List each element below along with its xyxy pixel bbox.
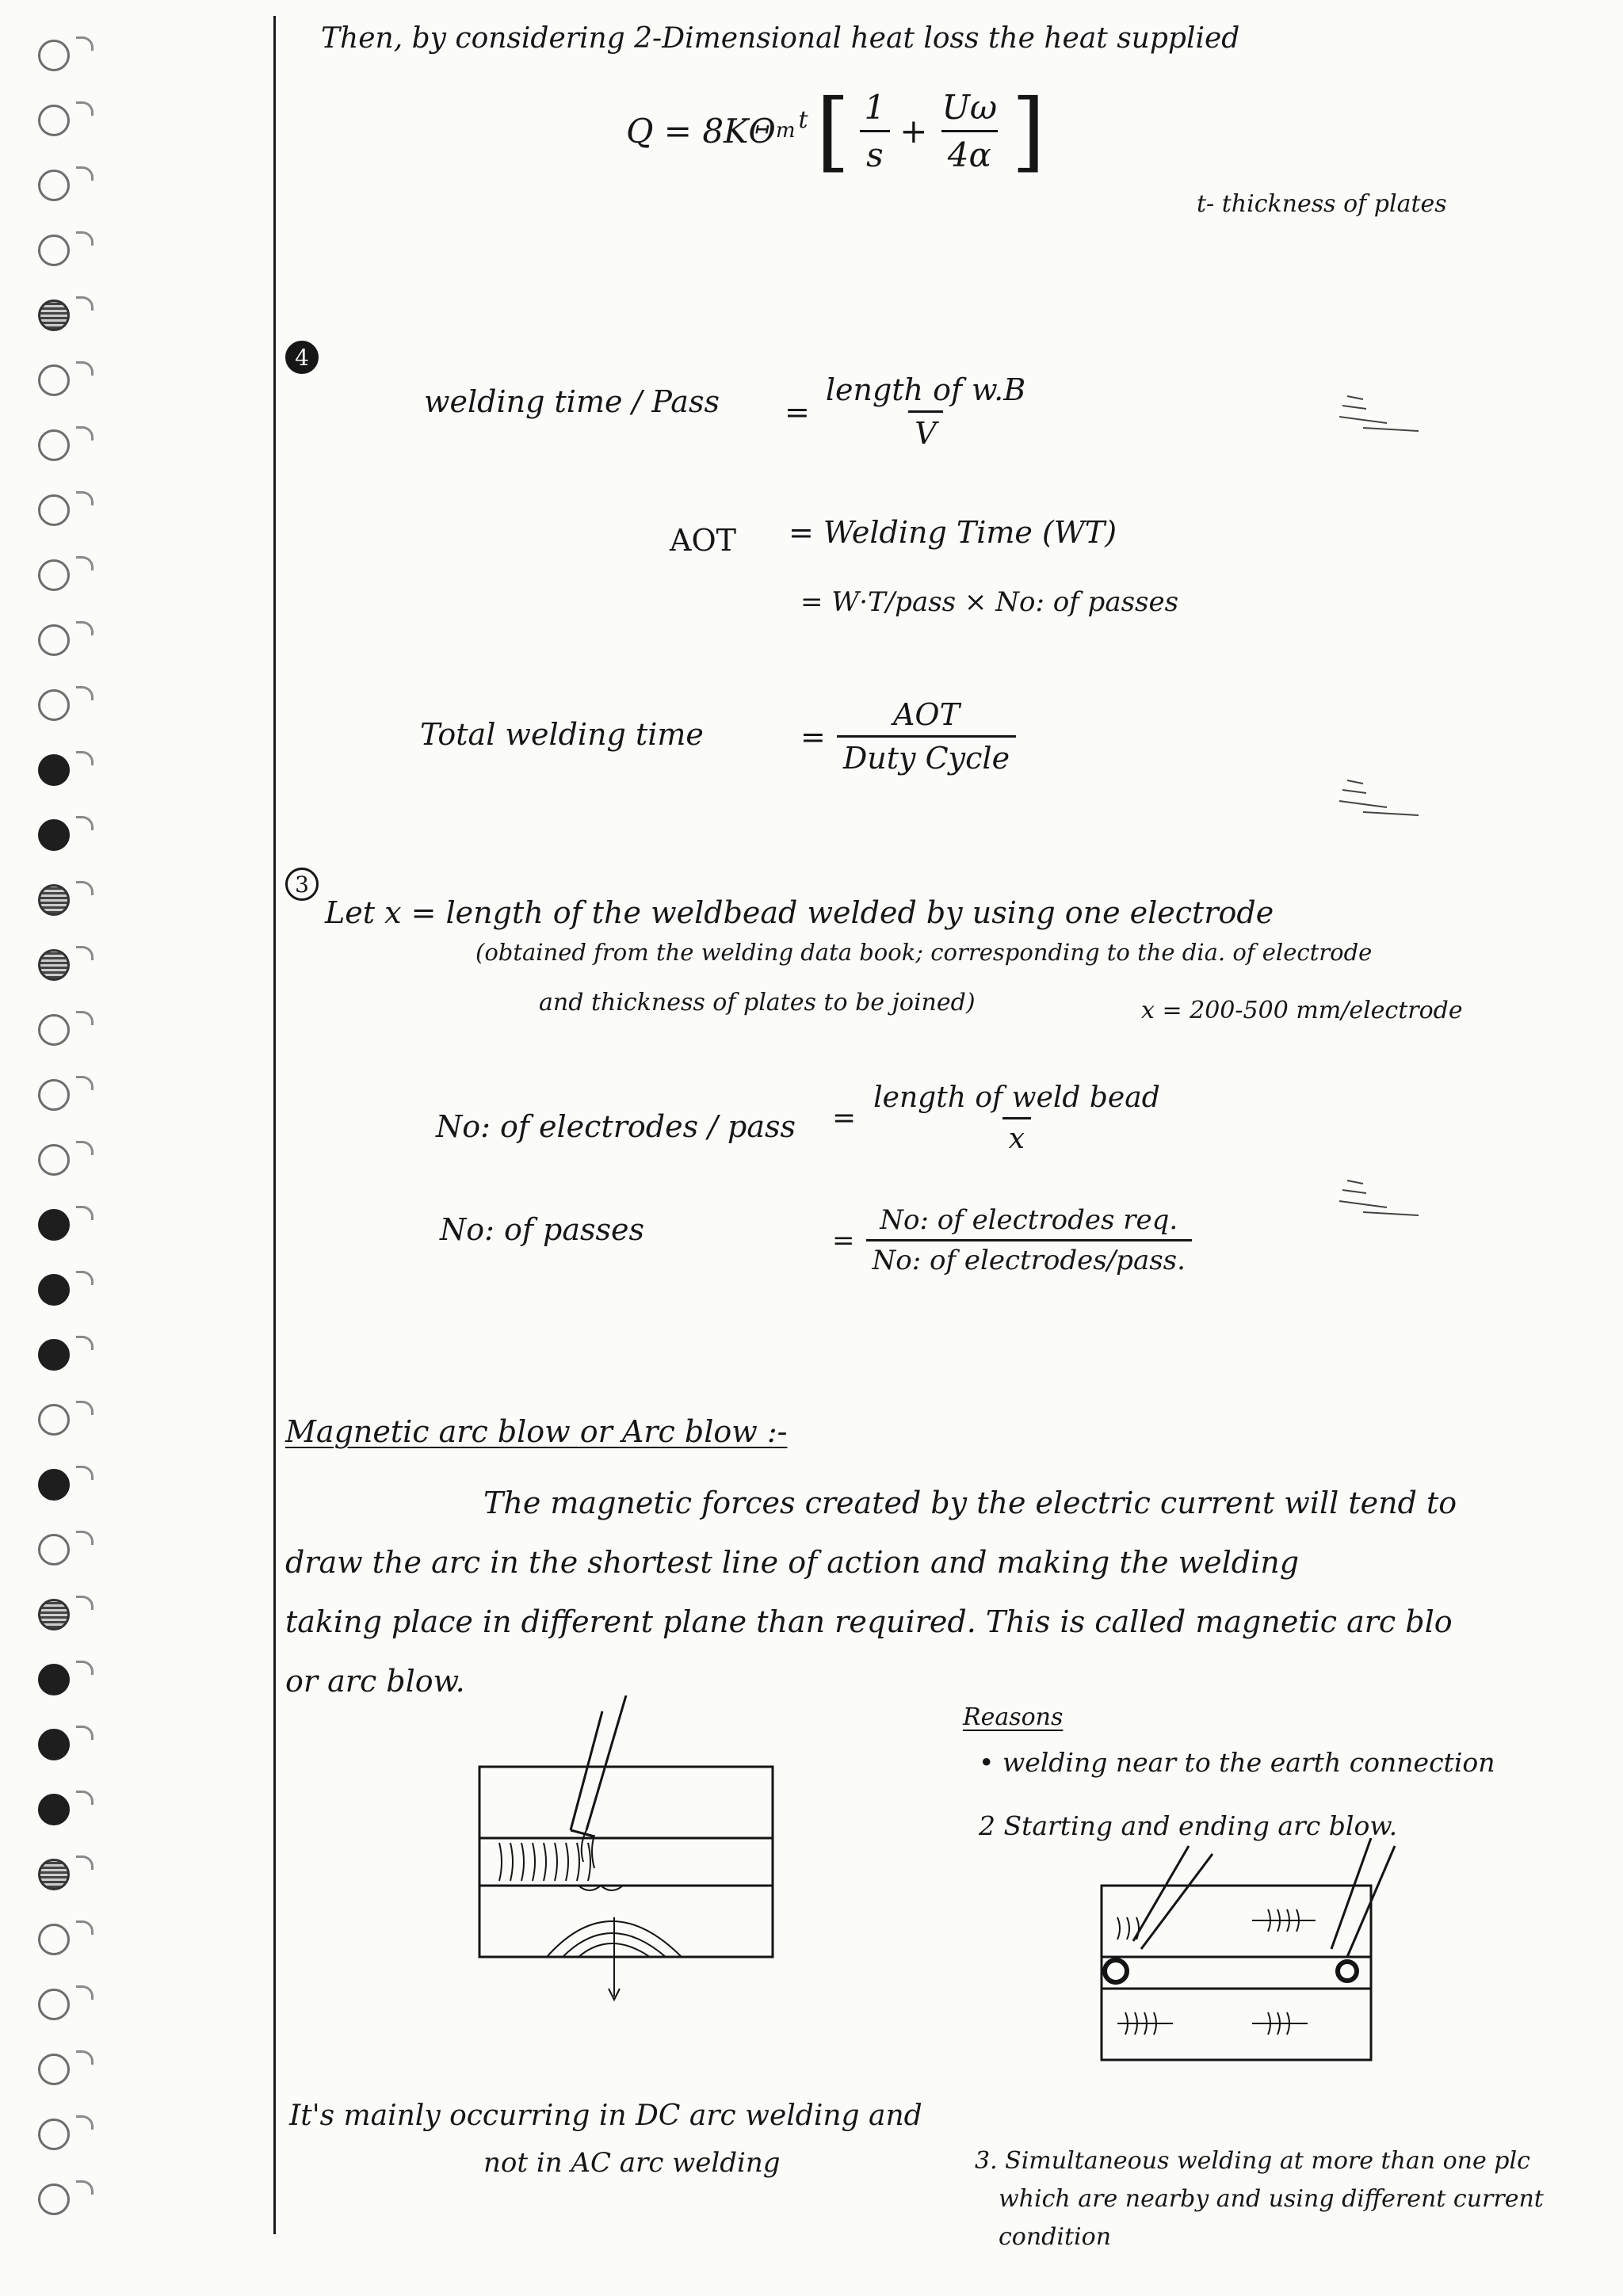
binding-hook <box>76 751 94 765</box>
binding-ring <box>38 494 70 526</box>
binding-hook <box>76 1401 94 1415</box>
binding-hook <box>76 231 94 246</box>
binding-hook <box>76 1726 94 1740</box>
binding-ring <box>38 884 70 916</box>
epp-denominator: x <box>1002 1117 1031 1155</box>
reason-3-line-3: condition <box>999 2223 1112 2251</box>
binding-hook <box>76 2050 94 2065</box>
electrodes-per-pass-label: No: of electrodes / pass <box>436 1109 796 1144</box>
binding-ring <box>38 429 70 461</box>
binding-ring <box>38 364 70 396</box>
binding-hook <box>76 621 94 635</box>
binding-ring <box>38 1664 70 1695</box>
binding-hook <box>76 1206 94 1220</box>
binding-ring <box>38 559 70 591</box>
binding-hook <box>76 686 94 700</box>
obtained-line-2: and thickness of plates to be joined) <box>539 989 976 1016</box>
reasons-title: Reasons <box>963 1703 1064 1731</box>
binding-ring <box>38 1079 70 1111</box>
binding-hook <box>76 1271 94 1285</box>
binding-hook <box>76 1336 94 1350</box>
binding-ring <box>38 1534 70 1566</box>
paragraph-line-4: or arc blow. <box>285 1664 465 1699</box>
binding-ring <box>38 1859 70 1890</box>
total-denominator: Duty Cycle <box>837 735 1016 776</box>
reason-3-line-1: 3. Simultaneous welding at more than one plc <box>975 2147 1530 2175</box>
dc-line-1: It's mainly occurring in DC arc welding and <box>289 2100 922 2132</box>
binding-ring <box>38 2183 70 2215</box>
wt-numerator: length of w.B <box>825 372 1026 407</box>
binding-hook <box>76 1141 94 1155</box>
binding-ring <box>38 235 70 266</box>
scribble-mark <box>1339 388 1426 436</box>
heat-equation: Q = 8KΘ m t [ $\frac{1}{s}$ + $\frac{U\omega}{4\alpha}$ ] <box>626 80 1046 181</box>
reason-3-line-2: which are nearby and using different current <box>999 2185 1544 2213</box>
binding-ring <box>38 40 70 71</box>
fraction-2: $\frac{U\omega}{4\alpha}$ <box>941 87 998 174</box>
aot-eq-2: = W·T/pass × No: of passes <box>800 586 1179 618</box>
passes-denominator: No: of electrodes/pass. <box>866 1239 1192 1276</box>
section-3-marker: 3 <box>285 868 319 901</box>
binding-ring <box>38 689 70 721</box>
let-line: Let x = length of the weldbead welded by using one electrode <box>325 895 1274 930</box>
binding-ring <box>38 1209 70 1241</box>
plus-sign: + <box>899 111 928 151</box>
arc-blow-heading: Magnetic arc blow or Arc blow :- <box>285 1414 788 1449</box>
binding-ring <box>38 1924 70 1955</box>
binding-ring <box>38 1989 70 2020</box>
wt-label: welding time / Pass <box>424 384 720 419</box>
binding-hook <box>76 36 94 51</box>
wt-denominator: V <box>908 410 942 451</box>
binding-ring <box>38 299 70 331</box>
obtained-line-1: (obtained from the welding data book; corresponding to the dia. of electrode <box>475 939 1373 966</box>
section-4-marker: 4 <box>285 341 319 374</box>
binding-ring <box>38 2119 70 2150</box>
binding-ring <box>38 1404 70 1436</box>
binding-hook <box>76 1076 94 1090</box>
heat-intro: Then, by considering 2-Dimensional heat loss the heat supplied <box>321 22 1240 55</box>
x-value: x = 200-500 mm/electrode <box>1141 997 1463 1024</box>
binding-ring <box>38 819 70 851</box>
fraction-1: $\frac{1}{s}$ <box>858 88 892 174</box>
paragraph-line-2: draw the arc in the shortest line of action and making the welding <box>285 1545 1300 1580</box>
q-subscript: m <box>775 119 796 143</box>
thickness-note: t- thickness of plates <box>1197 190 1447 218</box>
binding-hook <box>76 166 94 181</box>
binding-ring <box>38 1339 70 1371</box>
binding-hook <box>76 1985 94 2000</box>
scribble-mark <box>1339 1173 1426 1220</box>
total-equation: = $\frac{\text{AOT}}{\text{Duty Cycle}}$ <box>800 697 1016 776</box>
aot-label: AOT <box>670 523 736 558</box>
binding-hook <box>76 491 94 505</box>
reason-2: 2 Starting and ending arc blow. <box>979 1810 1398 1841</box>
binding-ring <box>38 1729 70 1760</box>
binding-ring <box>38 754 70 786</box>
binding-hook <box>76 1466 94 1480</box>
wt-equation: = $\frac{\text{length of w.B}}{V}$ <box>785 372 1032 451</box>
simultaneous-welding-diagram <box>1094 1838 1411 2076</box>
binding-hook <box>76 2115 94 2130</box>
binding-hook <box>76 426 94 441</box>
binding-hook <box>76 1596 94 1610</box>
binding-ring <box>38 1469 70 1501</box>
binding-hook <box>76 296 94 311</box>
binding-ring <box>38 170 70 201</box>
paragraph-line-1: The magnetic forces created by the electric current will tend to <box>483 1486 1457 1520</box>
dc-line-2: not in AC arc welding <box>483 2147 781 2179</box>
binding-hook <box>76 946 94 960</box>
epp-numerator: length of weld bead <box>873 1081 1160 1114</box>
electrodes-per-pass-equation: = $\frac{\text{length of weld bead}}{x}$ <box>832 1081 1167 1155</box>
binding-hook <box>76 361 94 376</box>
binding-ring <box>38 1144 70 1176</box>
binding-ring <box>38 624 70 656</box>
passes-numerator: No: of electrodes req. <box>880 1204 1178 1236</box>
binding-hook <box>76 816 94 830</box>
binding-hook <box>76 1011 94 1025</box>
margin-line <box>273 16 276 2234</box>
binding-hook <box>76 1855 94 1870</box>
paragraph-line-3: taking place in different plane than required. This is called magnetic arc blo <box>285 1604 1453 1639</box>
q-thickness: t <box>798 105 808 134</box>
binding-hook <box>76 2180 94 2195</box>
passes-label: No: of passes <box>440 1212 645 1247</box>
binding-hook <box>76 1791 94 1805</box>
binding-hook <box>76 881 94 895</box>
total-numerator: AOT <box>892 697 960 732</box>
binding-ring <box>38 105 70 136</box>
binding-ring <box>38 1274 70 1306</box>
binding-hook <box>76 556 94 570</box>
binding-ring <box>38 2054 70 2085</box>
passes-equation: = $\frac{\text{No: of electrodes req.}}{\text{No: of electrodes/pass.}}$ <box>832 1204 1192 1276</box>
aot-eq-1: = Welding Time (WT) <box>789 515 1117 550</box>
binding-ring <box>38 1014 70 1046</box>
binding-ring <box>38 1599 70 1630</box>
reason-1: • welding near to the earth connection <box>979 1747 1495 1778</box>
arc-blow-diagram <box>475 1695 792 2028</box>
binding-hook <box>76 1920 94 1935</box>
q-lhs: Q = 8KΘ <box>626 111 776 151</box>
binding-hook <box>76 101 94 116</box>
scribble-mark <box>1339 772 1426 820</box>
binding-hook <box>76 1661 94 1675</box>
binding-ring <box>38 1794 70 1825</box>
binding-ring <box>38 949 70 981</box>
total-label: Total welding time <box>420 717 704 752</box>
binding-hook <box>76 1531 94 1545</box>
